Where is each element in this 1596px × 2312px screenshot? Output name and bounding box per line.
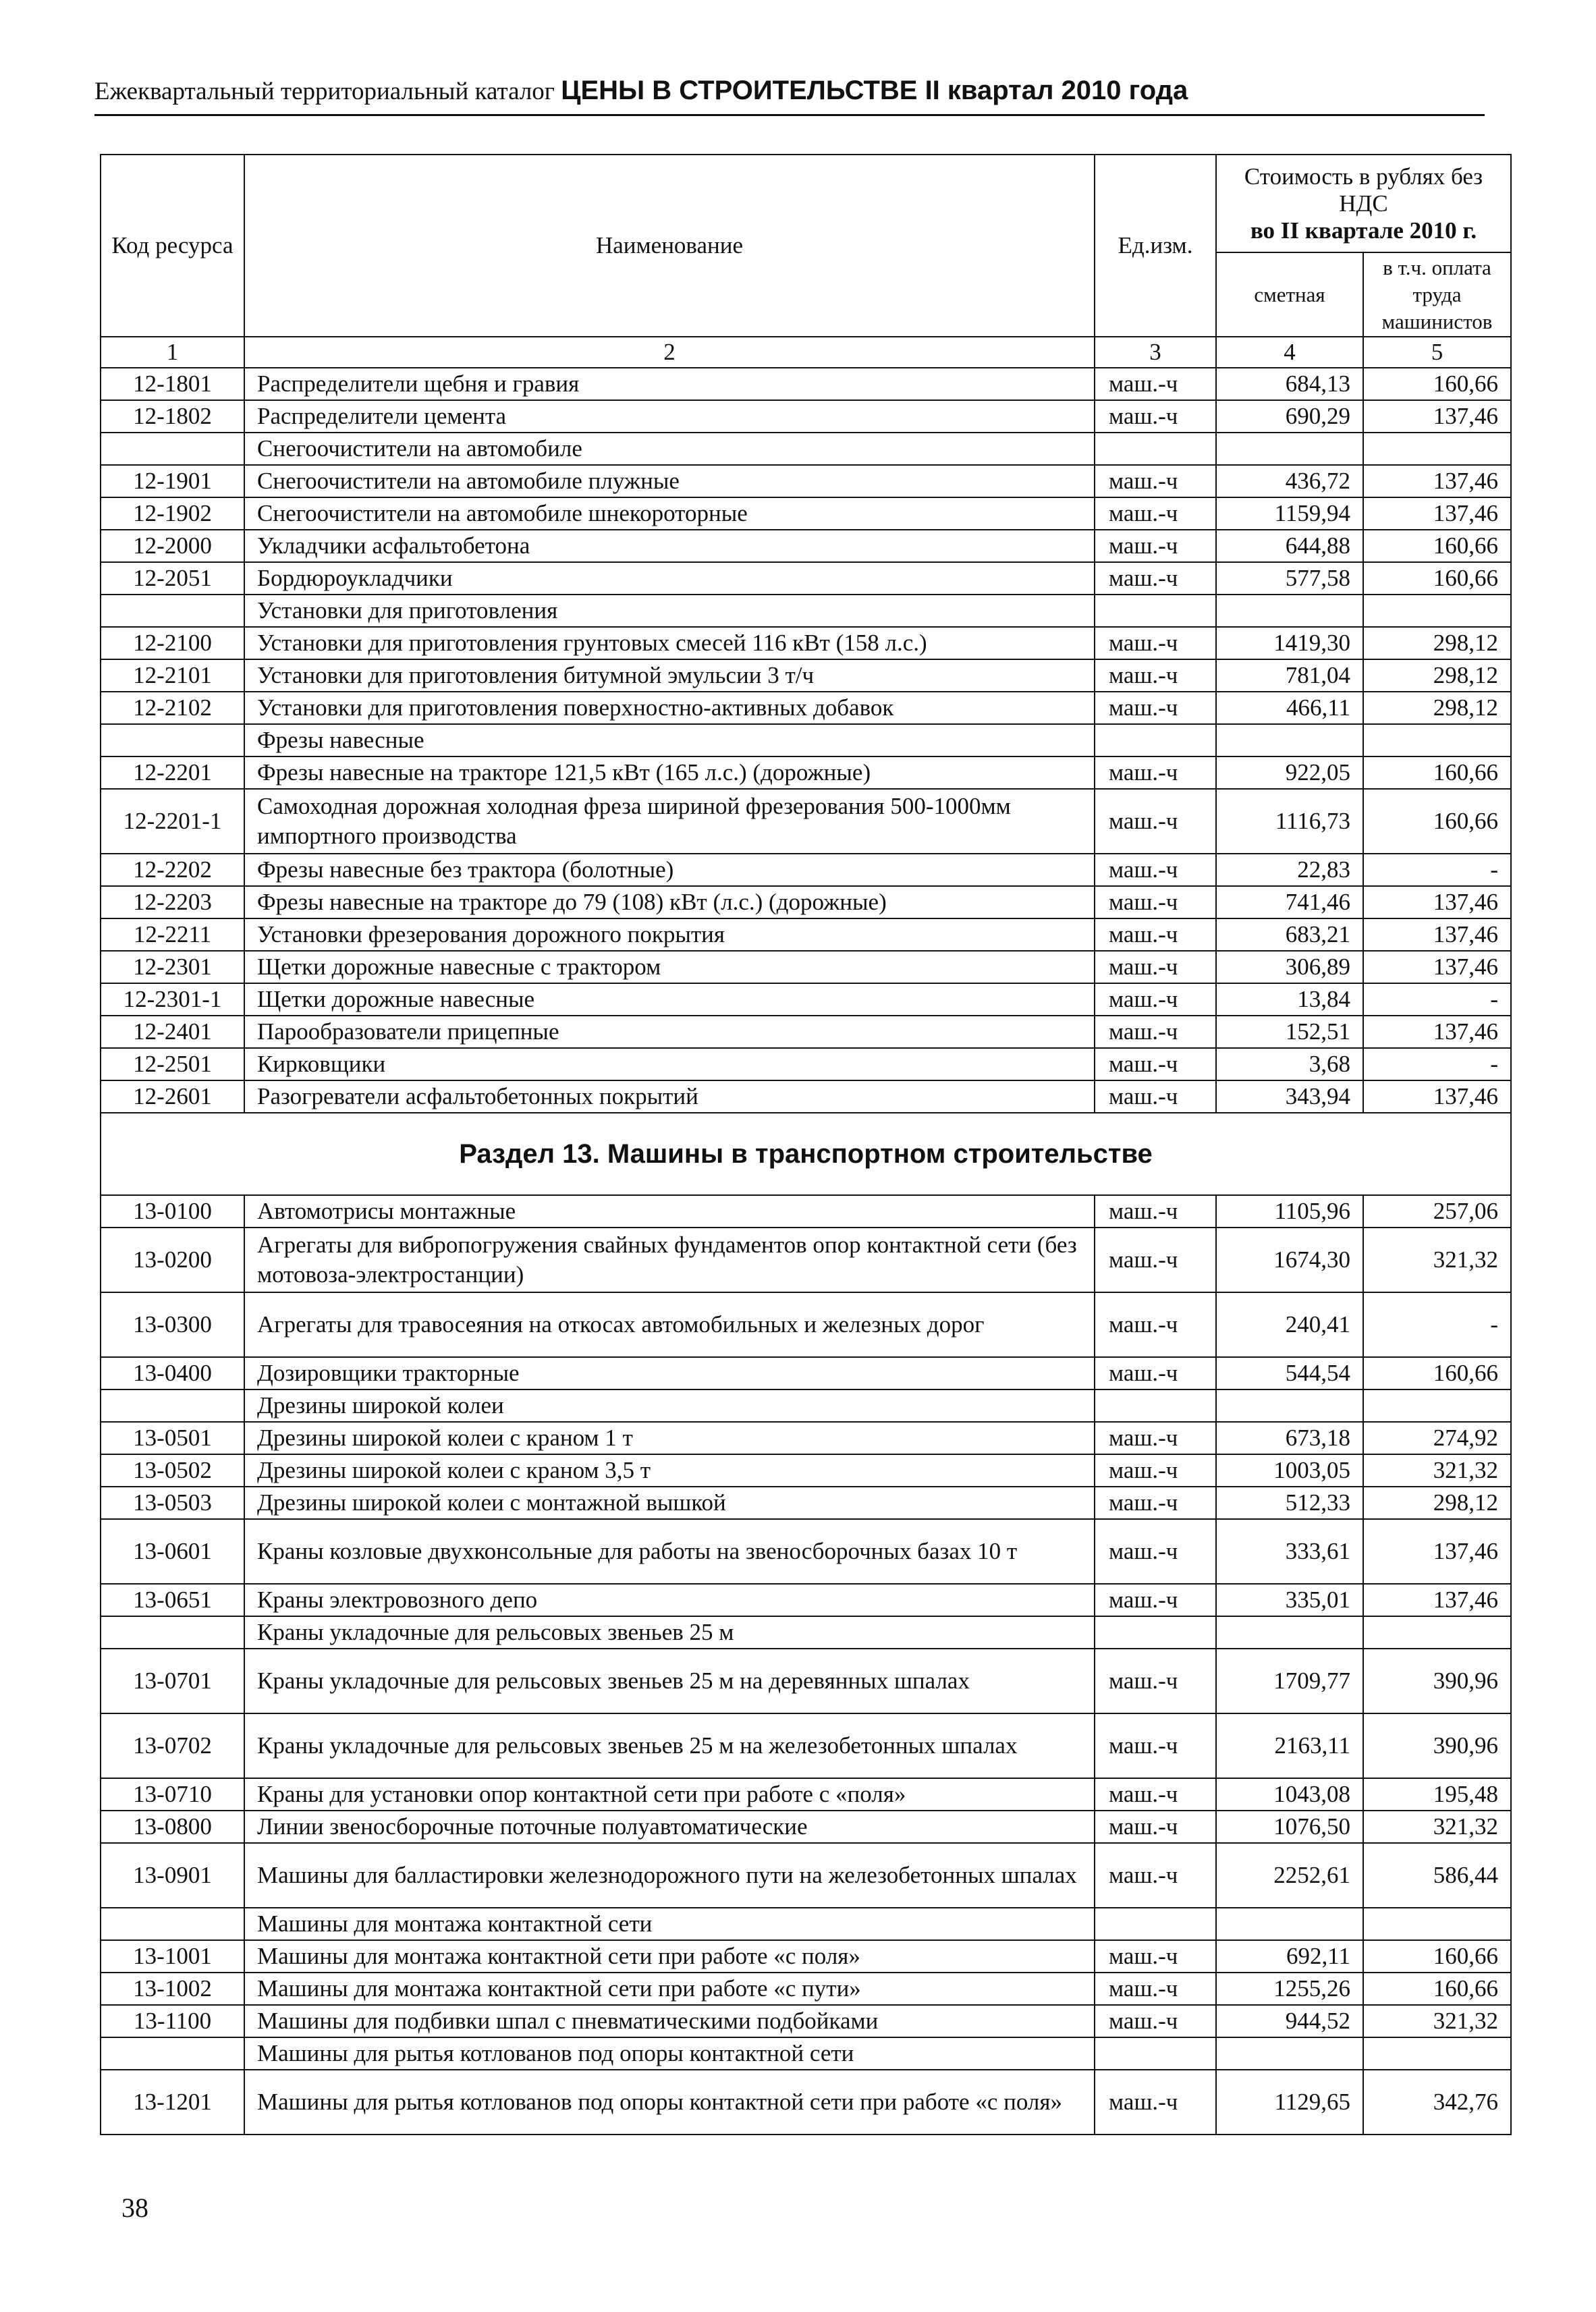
- operator-labor-cost: [1363, 595, 1511, 627]
- resource-name: Кирковщики: [244, 1048, 1095, 1080]
- operator-labor-cost: 160,66: [1363, 530, 1511, 562]
- resource-code: 13-0503: [101, 1487, 244, 1519]
- resource-code: [101, 724, 244, 756]
- unit: маш.-ч: [1095, 1843, 1216, 1908]
- table-row: [101, 465, 1511, 497]
- operator-labor-cost: 160,66: [1363, 1973, 1511, 2005]
- column-index: 3: [1095, 337, 1216, 368]
- resource-name: Укладчики асфальтобетона: [244, 530, 1095, 562]
- unit: маш.-ч: [1095, 465, 1216, 497]
- resource-name: Щетки дорожные навесные с трактором: [244, 951, 1095, 983]
- resource-name: Краны укладочные для рельсовых звеньев 25 м на железобетонных шпалах: [244, 1713, 1095, 1778]
- resource-code: 13-0300: [101, 1292, 244, 1357]
- resource-code: 12-1801: [101, 368, 244, 400]
- estimated-cost: 1159,94: [1216, 497, 1363, 530]
- table-row: [101, 918, 1511, 951]
- estimated-cost: 2163,11: [1216, 1713, 1363, 1778]
- operator-labor-cost: -: [1363, 854, 1511, 886]
- unit: [1095, 2037, 1216, 2070]
- resource-name: Снегоочистители на автомобиле: [244, 433, 1095, 465]
- resource-name: Установки для приготовления грунтовых смесей 116 кВт (158 л.с.): [244, 627, 1095, 659]
- operator-labor-cost: 390,96: [1363, 1713, 1511, 1778]
- estimated-cost: 692,11: [1216, 1940, 1363, 1973]
- resource-name: Машины для рытья котлованов под опоры контактной сети: [244, 2037, 1095, 2070]
- resource-name: Установки для приготовления: [244, 595, 1095, 627]
- estimated-cost: [1216, 2037, 1363, 2070]
- resource-name: Краны электровозного депо: [244, 1584, 1095, 1616]
- table-row: [101, 659, 1511, 692]
- estimated-cost: 673,18: [1216, 1422, 1363, 1454]
- estimated-cost: 683,21: [1216, 918, 1363, 951]
- estimated-cost: 1709,77: [1216, 1649, 1363, 1713]
- operator-labor-cost: 137,46: [1363, 1584, 1511, 1616]
- estimated-cost: 436,72: [1216, 465, 1363, 497]
- estimated-cost: 1255,26: [1216, 1973, 1363, 2005]
- resource-code: 12-2201: [101, 756, 244, 789]
- unit: маш.-ч: [1095, 1649, 1216, 1713]
- table-row: [101, 951, 1511, 983]
- unit: маш.-ч: [1095, 1487, 1216, 1519]
- operator-labor-cost: 160,66: [1363, 368, 1511, 400]
- table-row: [101, 2070, 1511, 2135]
- table-row: [101, 1973, 1511, 2005]
- resource-name: Щетки дорожные навесные: [244, 983, 1095, 1016]
- operator-labor-cost: 160,66: [1363, 1940, 1511, 1973]
- operator-labor-cost: 137,46: [1363, 918, 1511, 951]
- operator-labor-cost: 160,66: [1363, 562, 1511, 595]
- table-row: [101, 627, 1511, 659]
- resource-name: Установки для приготовления поверхностно-активных добавок: [244, 692, 1095, 724]
- resource-code: 13-1002: [101, 1973, 244, 2005]
- estimated-cost: 333,61: [1216, 1519, 1363, 1584]
- unit: маш.-ч: [1095, 1228, 1216, 1292]
- table-row: [101, 1584, 1511, 1616]
- estimated-cost: 306,89: [1216, 951, 1363, 983]
- operator-labor-cost: 390,96: [1363, 1649, 1511, 1713]
- unit: маш.-ч: [1095, 2070, 1216, 2135]
- operator-labor-cost: 137,46: [1363, 465, 1511, 497]
- resource-name: Парообразователи прицепные: [244, 1016, 1095, 1048]
- header-name: Наименование: [244, 155, 1095, 337]
- header-labor: в т.ч. оплата труда машинистов: [1363, 252, 1511, 337]
- resource-name: Снегоочистители на автомобиле плужные: [244, 465, 1095, 497]
- resource-code: 13-0702: [101, 1713, 244, 1778]
- table-row: [101, 1843, 1511, 1908]
- resource-code: [101, 1616, 244, 1649]
- resource-code: 13-1100: [101, 2005, 244, 2037]
- resource-code: 12-2051: [101, 562, 244, 595]
- operator-labor-cost: 257,06: [1363, 1195, 1511, 1228]
- estimated-cost: [1216, 595, 1363, 627]
- resource-name: Машины для монтажа контактной сети при работе «с пути»: [244, 1973, 1095, 2005]
- resource-code: 13-1001: [101, 1940, 244, 1973]
- unit: маш.-ч: [1095, 756, 1216, 789]
- unit: маш.-ч: [1095, 1357, 1216, 1389]
- resource-code: 12-1802: [101, 400, 244, 433]
- resource-code: 12-2000: [101, 530, 244, 562]
- estimated-cost: 944,52: [1216, 2005, 1363, 2037]
- resource-code: 13-0701: [101, 1649, 244, 1713]
- table-row: [101, 1778, 1511, 1811]
- estimated-cost: 1116,73: [1216, 789, 1363, 854]
- estimated-cost: 13,84: [1216, 983, 1363, 1016]
- table-row: [101, 692, 1511, 724]
- estimated-cost: [1216, 724, 1363, 756]
- resource-code: [101, 1908, 244, 1940]
- catalog-name: Ежеквартальный территориальный каталог: [94, 78, 555, 105]
- unit: маш.-ч: [1095, 1811, 1216, 1843]
- section-13-rows: [101, 1195, 1511, 2135]
- resource-name: Разогреватели асфальтобетонных покрытий: [244, 1080, 1095, 1113]
- header-code: Код ресурса: [101, 155, 244, 337]
- unit: [1095, 1908, 1216, 1940]
- resource-code: 13-0901: [101, 1843, 244, 1908]
- estimated-cost: 544,54: [1216, 1357, 1363, 1389]
- table-row: [101, 886, 1511, 918]
- operator-labor-cost: 274,92: [1363, 1422, 1511, 1454]
- unit: маш.-ч: [1095, 1292, 1216, 1357]
- resource-code: 12-2301-1: [101, 983, 244, 1016]
- estimated-cost: [1216, 433, 1363, 465]
- table-row: [101, 1487, 1511, 1519]
- resource-code: 12-2202: [101, 854, 244, 886]
- unit: маш.-ч: [1095, 1195, 1216, 1228]
- resource-code: 13-0651: [101, 1584, 244, 1616]
- resource-name: Дрезины широкой колеи с монтажной вышкой: [244, 1487, 1095, 1519]
- unit: маш.-ч: [1095, 1940, 1216, 1973]
- estimated-cost: [1216, 1908, 1363, 1940]
- column-index: 1: [101, 337, 244, 368]
- resource-code: 12-2101: [101, 659, 244, 692]
- resource-code: 12-2401: [101, 1016, 244, 1048]
- unit: маш.-ч: [1095, 692, 1216, 724]
- table-row: [101, 756, 1511, 789]
- resource-name: Фрезы навесные на тракторе 121,5 кВт (165 л.с.) (дорожные): [244, 756, 1095, 789]
- table-row: [101, 368, 1511, 400]
- unit: маш.-ч: [1095, 1584, 1216, 1616]
- table-row: [101, 1649, 1511, 1713]
- column-index: 5: [1363, 337, 1511, 368]
- resource-code: 13-0200: [101, 1228, 244, 1292]
- resource-name: Линии звеносборочные поточные полуавтоматические: [244, 1811, 1095, 1843]
- table-row: [101, 789, 1511, 854]
- resource-code: 13-0601: [101, 1519, 244, 1584]
- estimated-cost: 343,94: [1216, 1080, 1363, 1113]
- unit: маш.-ч: [1095, 1422, 1216, 1454]
- estimated-cost: 1419,30: [1216, 627, 1363, 659]
- table-row: [101, 1811, 1511, 1843]
- resource-name: Агрегаты для вибропогружения свайных фундаментов опор контактной сети (без мотовоза-электростанции): [244, 1228, 1095, 1292]
- resource-name: Распределители щебня и гравия: [244, 368, 1095, 400]
- table-row: [101, 1048, 1511, 1080]
- resource-code: 12-2211: [101, 918, 244, 951]
- unit: маш.-ч: [1095, 951, 1216, 983]
- unit: [1095, 1616, 1216, 1649]
- header-cost-title: Стоимость в рублях без НДС: [1244, 163, 1483, 217]
- resource-code: 12-1901: [101, 465, 244, 497]
- column-index: 2: [244, 337, 1095, 368]
- resource-code: 12-1902: [101, 497, 244, 530]
- resource-name: Краны козловые двухконсольные для работы на звеносборочных базах 10 т: [244, 1519, 1095, 1584]
- operator-labor-cost: 321,32: [1363, 2005, 1511, 2037]
- operator-labor-cost: [1363, 1389, 1511, 1422]
- operator-labor-cost: 321,32: [1363, 1228, 1511, 1292]
- operator-labor-cost: 321,32: [1363, 1454, 1511, 1487]
- unit: маш.-ч: [1095, 368, 1216, 400]
- operator-labor-cost: 195,48: [1363, 1778, 1511, 1811]
- unit: маш.-ч: [1095, 1973, 1216, 2005]
- resource-code: 13-1201: [101, 2070, 244, 2135]
- unit: маш.-ч: [1095, 1080, 1216, 1113]
- unit: маш.-ч: [1095, 918, 1216, 951]
- resource-name: Машины для монтажа контактной сети: [244, 1908, 1095, 1940]
- unit: маш.-ч: [1095, 1016, 1216, 1048]
- resource-code: 13-0400: [101, 1357, 244, 1389]
- table-row: [101, 854, 1511, 886]
- resource-name: Установки для приготовления битумной эмульсии 3 т/ч: [244, 659, 1095, 692]
- catalog-title: ЦЕНЫ В СТРОИТЕЛЬСТВЕ II квартал 2010 года: [561, 76, 1188, 105]
- resource-code: 12-2203: [101, 886, 244, 918]
- unit: маш.-ч: [1095, 1048, 1216, 1080]
- resource-name: Дрезины широкой колеи: [244, 1389, 1095, 1422]
- estimated-cost: 512,33: [1216, 1487, 1363, 1519]
- table-row: [101, 400, 1511, 433]
- estimated-cost: 1076,50: [1216, 1811, 1363, 1843]
- table-row: [101, 724, 1511, 756]
- resource-name: Машины для подбивки шпал с пневматическими подбойками: [244, 2005, 1095, 2037]
- estimated-cost: [1216, 1389, 1363, 1422]
- unit: маш.-ч: [1095, 627, 1216, 659]
- operator-labor-cost: [1363, 1616, 1511, 1649]
- operator-labor-cost: 321,32: [1363, 1811, 1511, 1843]
- estimated-cost: 577,58: [1216, 562, 1363, 595]
- resource-name: Фрезы навесные: [244, 724, 1095, 756]
- resource-code: 13-0710: [101, 1778, 244, 1811]
- table-row: [101, 1454, 1511, 1487]
- table-row: [101, 1616, 1511, 1649]
- operator-labor-cost: 137,46: [1363, 886, 1511, 918]
- estimated-cost: 644,88: [1216, 530, 1363, 562]
- unit: [1095, 595, 1216, 627]
- estimated-cost: 1674,30: [1216, 1228, 1363, 1292]
- operator-labor-cost: 160,66: [1363, 1357, 1511, 1389]
- page-number: 38: [121, 2193, 148, 2223]
- estimated-cost: 3,68: [1216, 1048, 1363, 1080]
- table-row: [101, 1422, 1511, 1454]
- table-row: [101, 1389, 1511, 1422]
- estimated-cost: 922,05: [1216, 756, 1363, 789]
- resource-code: 12-2102: [101, 692, 244, 724]
- unit: маш.-ч: [1095, 2005, 1216, 2037]
- operator-labor-cost: 298,12: [1363, 692, 1511, 724]
- table-row: [101, 983, 1511, 1016]
- resource-name: Краны укладочные для рельсовых звеньев 25 м: [244, 1616, 1095, 1649]
- table-row: [101, 1080, 1511, 1113]
- estimated-cost: 741,46: [1216, 886, 1363, 918]
- resource-name: Дрезины широкой колеи с краном 3,5 т: [244, 1454, 1095, 1487]
- column-index-row: [101, 337, 1511, 368]
- table-row: [101, 2005, 1511, 2037]
- price-table: [100, 154, 1512, 2135]
- resource-name: Установки фрезерования дорожного покрытия: [244, 918, 1095, 951]
- operator-labor-cost: -: [1363, 983, 1511, 1016]
- resource-code: 13-0501: [101, 1422, 244, 1454]
- resource-code: 12-2201-1: [101, 789, 244, 854]
- operator-labor-cost: 137,46: [1363, 1080, 1511, 1113]
- table-row: [101, 1940, 1511, 1973]
- resource-name: Распределители цемента: [244, 400, 1095, 433]
- operator-labor-cost: 137,46: [1363, 1016, 1511, 1048]
- operator-labor-cost: 298,12: [1363, 627, 1511, 659]
- resource-name: Фрезы навесные без трактора (болотные): [244, 854, 1095, 886]
- section-title: Раздел 13. Машины в транспортном строительстве: [101, 1113, 1511, 1195]
- header-cost: [1216, 155, 1511, 252]
- unit: маш.-ч: [1095, 497, 1216, 530]
- resource-code: 12-2301: [101, 951, 244, 983]
- estimated-cost: 2252,61: [1216, 1843, 1363, 1908]
- unit: маш.-ч: [1095, 530, 1216, 562]
- estimated-cost: 690,29: [1216, 400, 1363, 433]
- resource-code: 12-2100: [101, 627, 244, 659]
- resource-name: Машины для балластировки железнодорожного пути на железобетонных шпалах: [244, 1843, 1095, 1908]
- table-row: [101, 433, 1511, 465]
- operator-labor-cost: 137,46: [1363, 1519, 1511, 1584]
- resource-code: [101, 595, 244, 627]
- resource-code: 13-0800: [101, 1811, 244, 1843]
- unit: [1095, 1389, 1216, 1422]
- resource-code: [101, 1389, 244, 1422]
- unit: маш.-ч: [1095, 1778, 1216, 1811]
- resource-name: Дозировщики тракторные: [244, 1357, 1095, 1389]
- operator-labor-cost: [1363, 433, 1511, 465]
- unit: маш.-ч: [1095, 983, 1216, 1016]
- section-12-rows: [101, 368, 1511, 1113]
- operator-labor-cost: 160,66: [1363, 756, 1511, 789]
- resource-code: [101, 2037, 244, 2070]
- operator-labor-cost: [1363, 2037, 1511, 2070]
- estimated-cost: 240,41: [1216, 1292, 1363, 1357]
- estimated-cost: 22,83: [1216, 854, 1363, 886]
- resource-code: 12-2501: [101, 1048, 244, 1080]
- table-row: [101, 1016, 1511, 1048]
- operator-labor-cost: 298,12: [1363, 1487, 1511, 1519]
- table-row: [101, 1713, 1511, 1778]
- resource-name: Снегоочистители на автомобиле шнекороторные: [244, 497, 1095, 530]
- unit: маш.-ч: [1095, 1713, 1216, 1778]
- unit: маш.-ч: [1095, 659, 1216, 692]
- estimated-cost: 335,01: [1216, 1584, 1363, 1616]
- estimated-cost: 781,04: [1216, 659, 1363, 692]
- unit: маш.-ч: [1095, 886, 1216, 918]
- operator-labor-cost: [1363, 1908, 1511, 1940]
- operator-labor-cost: 137,46: [1363, 400, 1511, 433]
- column-index: 4: [1216, 337, 1363, 368]
- resource-name: Бордюроукладчики: [244, 562, 1095, 595]
- header-unit: Ед.изм.: [1095, 155, 1216, 337]
- unit: [1095, 433, 1216, 465]
- unit: маш.-ч: [1095, 1454, 1216, 1487]
- resource-name: Краны укладочные для рельсовых звеньев 25 м на деревянных шпалах: [244, 1649, 1095, 1713]
- table-row: [101, 530, 1511, 562]
- resource-name: Фрезы навесные на тракторе до 79 (108) кВт (л.с.) (дорожные): [244, 886, 1095, 918]
- operator-labor-cost: 298,12: [1363, 659, 1511, 692]
- header-cost-period: во II квартале 2010 г.: [1250, 217, 1477, 244]
- unit: [1095, 724, 1216, 756]
- resource-name: Агрегаты для травосеяния на откосах автомобильных и железных дорог: [244, 1292, 1095, 1357]
- table-row: [101, 1195, 1511, 1228]
- section-13-header: [101, 1113, 1511, 1195]
- resource-name: Машины для рытья котлованов под опоры контактной сети при работе «с поля»: [244, 2070, 1095, 2135]
- header-estimate: сметная: [1216, 252, 1363, 337]
- table-row: [101, 2037, 1511, 2070]
- operator-labor-cost: 342,76: [1363, 2070, 1511, 2135]
- resource-name: Краны для установки опор контактной сети при работе с «поля»: [244, 1778, 1095, 1811]
- table-row: [101, 1519, 1511, 1584]
- estimated-cost: 466,11: [1216, 692, 1363, 724]
- resource-name: Автомотрисы монтажные: [244, 1195, 1095, 1228]
- resource-code: 13-0502: [101, 1454, 244, 1487]
- operator-labor-cost: 586,44: [1363, 1843, 1511, 1908]
- operator-labor-cost: -: [1363, 1292, 1511, 1357]
- estimated-cost: 1105,96: [1216, 1195, 1363, 1228]
- estimated-cost: 1129,65: [1216, 2070, 1363, 2135]
- table-row: [101, 562, 1511, 595]
- operator-labor-cost: 160,66: [1363, 789, 1511, 854]
- table-row: [101, 1292, 1511, 1357]
- unit: маш.-ч: [1095, 1519, 1216, 1584]
- estimated-cost: 152,51: [1216, 1016, 1363, 1048]
- estimated-cost: 684,13: [1216, 368, 1363, 400]
- operator-labor-cost: [1363, 724, 1511, 756]
- page-header: [94, 76, 1485, 116]
- estimated-cost: [1216, 1616, 1363, 1649]
- resource-code: 13-0100: [101, 1195, 244, 1228]
- estimated-cost: 1003,05: [1216, 1454, 1363, 1487]
- resource-code: [101, 433, 244, 465]
- table-row: [101, 1357, 1511, 1389]
- table-row: [101, 497, 1511, 530]
- unit: маш.-ч: [1095, 789, 1216, 854]
- operator-labor-cost: -: [1363, 1048, 1511, 1080]
- resource-name: Дрезины широкой колеи с краном 1 т: [244, 1422, 1095, 1454]
- operator-labor-cost: 137,46: [1363, 951, 1511, 983]
- resource-name: Самоходная дорожная холодная фреза шириной фрезерования 500-1000мм импортного производства: [244, 789, 1095, 854]
- estimated-cost: 1043,08: [1216, 1778, 1363, 1811]
- operator-labor-cost: 137,46: [1363, 497, 1511, 530]
- table-row: [101, 1228, 1511, 1292]
- resource-name: Машины для монтажа контактной сети при работе «с поля»: [244, 1940, 1095, 1973]
- unit: маш.-ч: [1095, 562, 1216, 595]
- unit: маш.-ч: [1095, 400, 1216, 433]
- unit: маш.-ч: [1095, 854, 1216, 886]
- resource-code: 12-2601: [101, 1080, 244, 1113]
- table-row: [101, 595, 1511, 627]
- table-row: [101, 1908, 1511, 1940]
